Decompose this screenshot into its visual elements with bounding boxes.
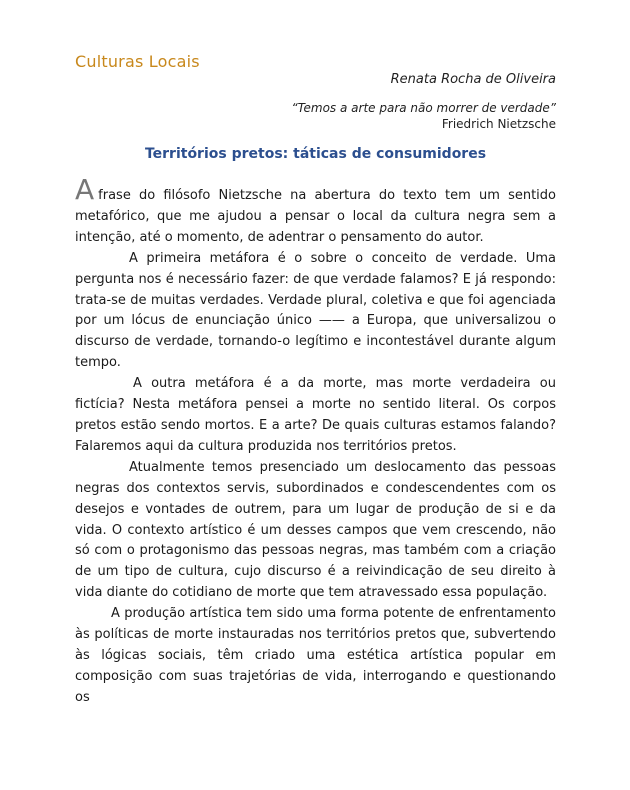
paragraph-1-text: frase do filósofo Nietzsche na abertura do texto tem um sentido metafórico, que me ajudou a pensar o local da cultura negra sem a intenção, até o momento, de adentrar o pensamento do autor. xyxy=(75,188,556,245)
section-heading: Culturas Locais xyxy=(75,52,200,71)
paragraph-3: A outra metáfora é a da morte, mas morte verdadeira ou fictícia? Nesta metáfora pensei a morte no sentido literal. Os corpos pretos estão sendo mortos. E a arte? De quais culturas estamos falando? Falaremos aqui da cultura produzida nos territórios pretos. xyxy=(75,376,556,454)
article-body xyxy=(75,173,556,709)
author-name: Renata Rocha de Oliveira xyxy=(390,72,556,87)
drop-cap: A xyxy=(75,173,95,206)
paragraph-2: A primeira metáfora é o sobre o conceito de verdade. Uma pergunta nos é necessário fazer: de que verdade falamos? E já respondo: trata-se de muitas verdades. Verdade plural, coletiva e que foi agenciada por um lócus de enunciação único —— a Europa, que universalizou o discurso de verdade, tornando-o legítimo e incontestável durante algum tempo. xyxy=(75,250,556,371)
epigraph xyxy=(291,100,556,132)
epigraph-attribution: Friedrich Nietzsche xyxy=(441,117,556,131)
paragraph-5: A produção artística tem sido uma forma potente de enfrentamento às políticas de morte instauradas nos territórios pretos que, subvertendo às lógicas sociais, têm criado uma estética artística popular em composição com suas trajetórias de vida, interrogando e questionando os xyxy=(75,606,556,705)
epigraph-quote: “Temos a arte para não morrer de verdade” xyxy=(291,101,556,115)
paragraph-1 xyxy=(75,173,556,249)
article-title: Territórios pretos: táticas de consumidores xyxy=(144,146,487,162)
paragraph-4: Atualmente temos presenciado um deslocamento das pessoas negras dos contextos servis, subordinados e condescendentes com os desejos e vontades de outrem, para um lugar de produção de si e da vida. O contexto artístico é um desses campos que vem crescendo, não só com o protagonismo das pessoas negras, mas também com a criação de um tipo de cultura, cujo discurso é a reivindicação de seu direito à vida diante do cotidiano de morte que tem atravessado essa população. xyxy=(75,459,556,601)
